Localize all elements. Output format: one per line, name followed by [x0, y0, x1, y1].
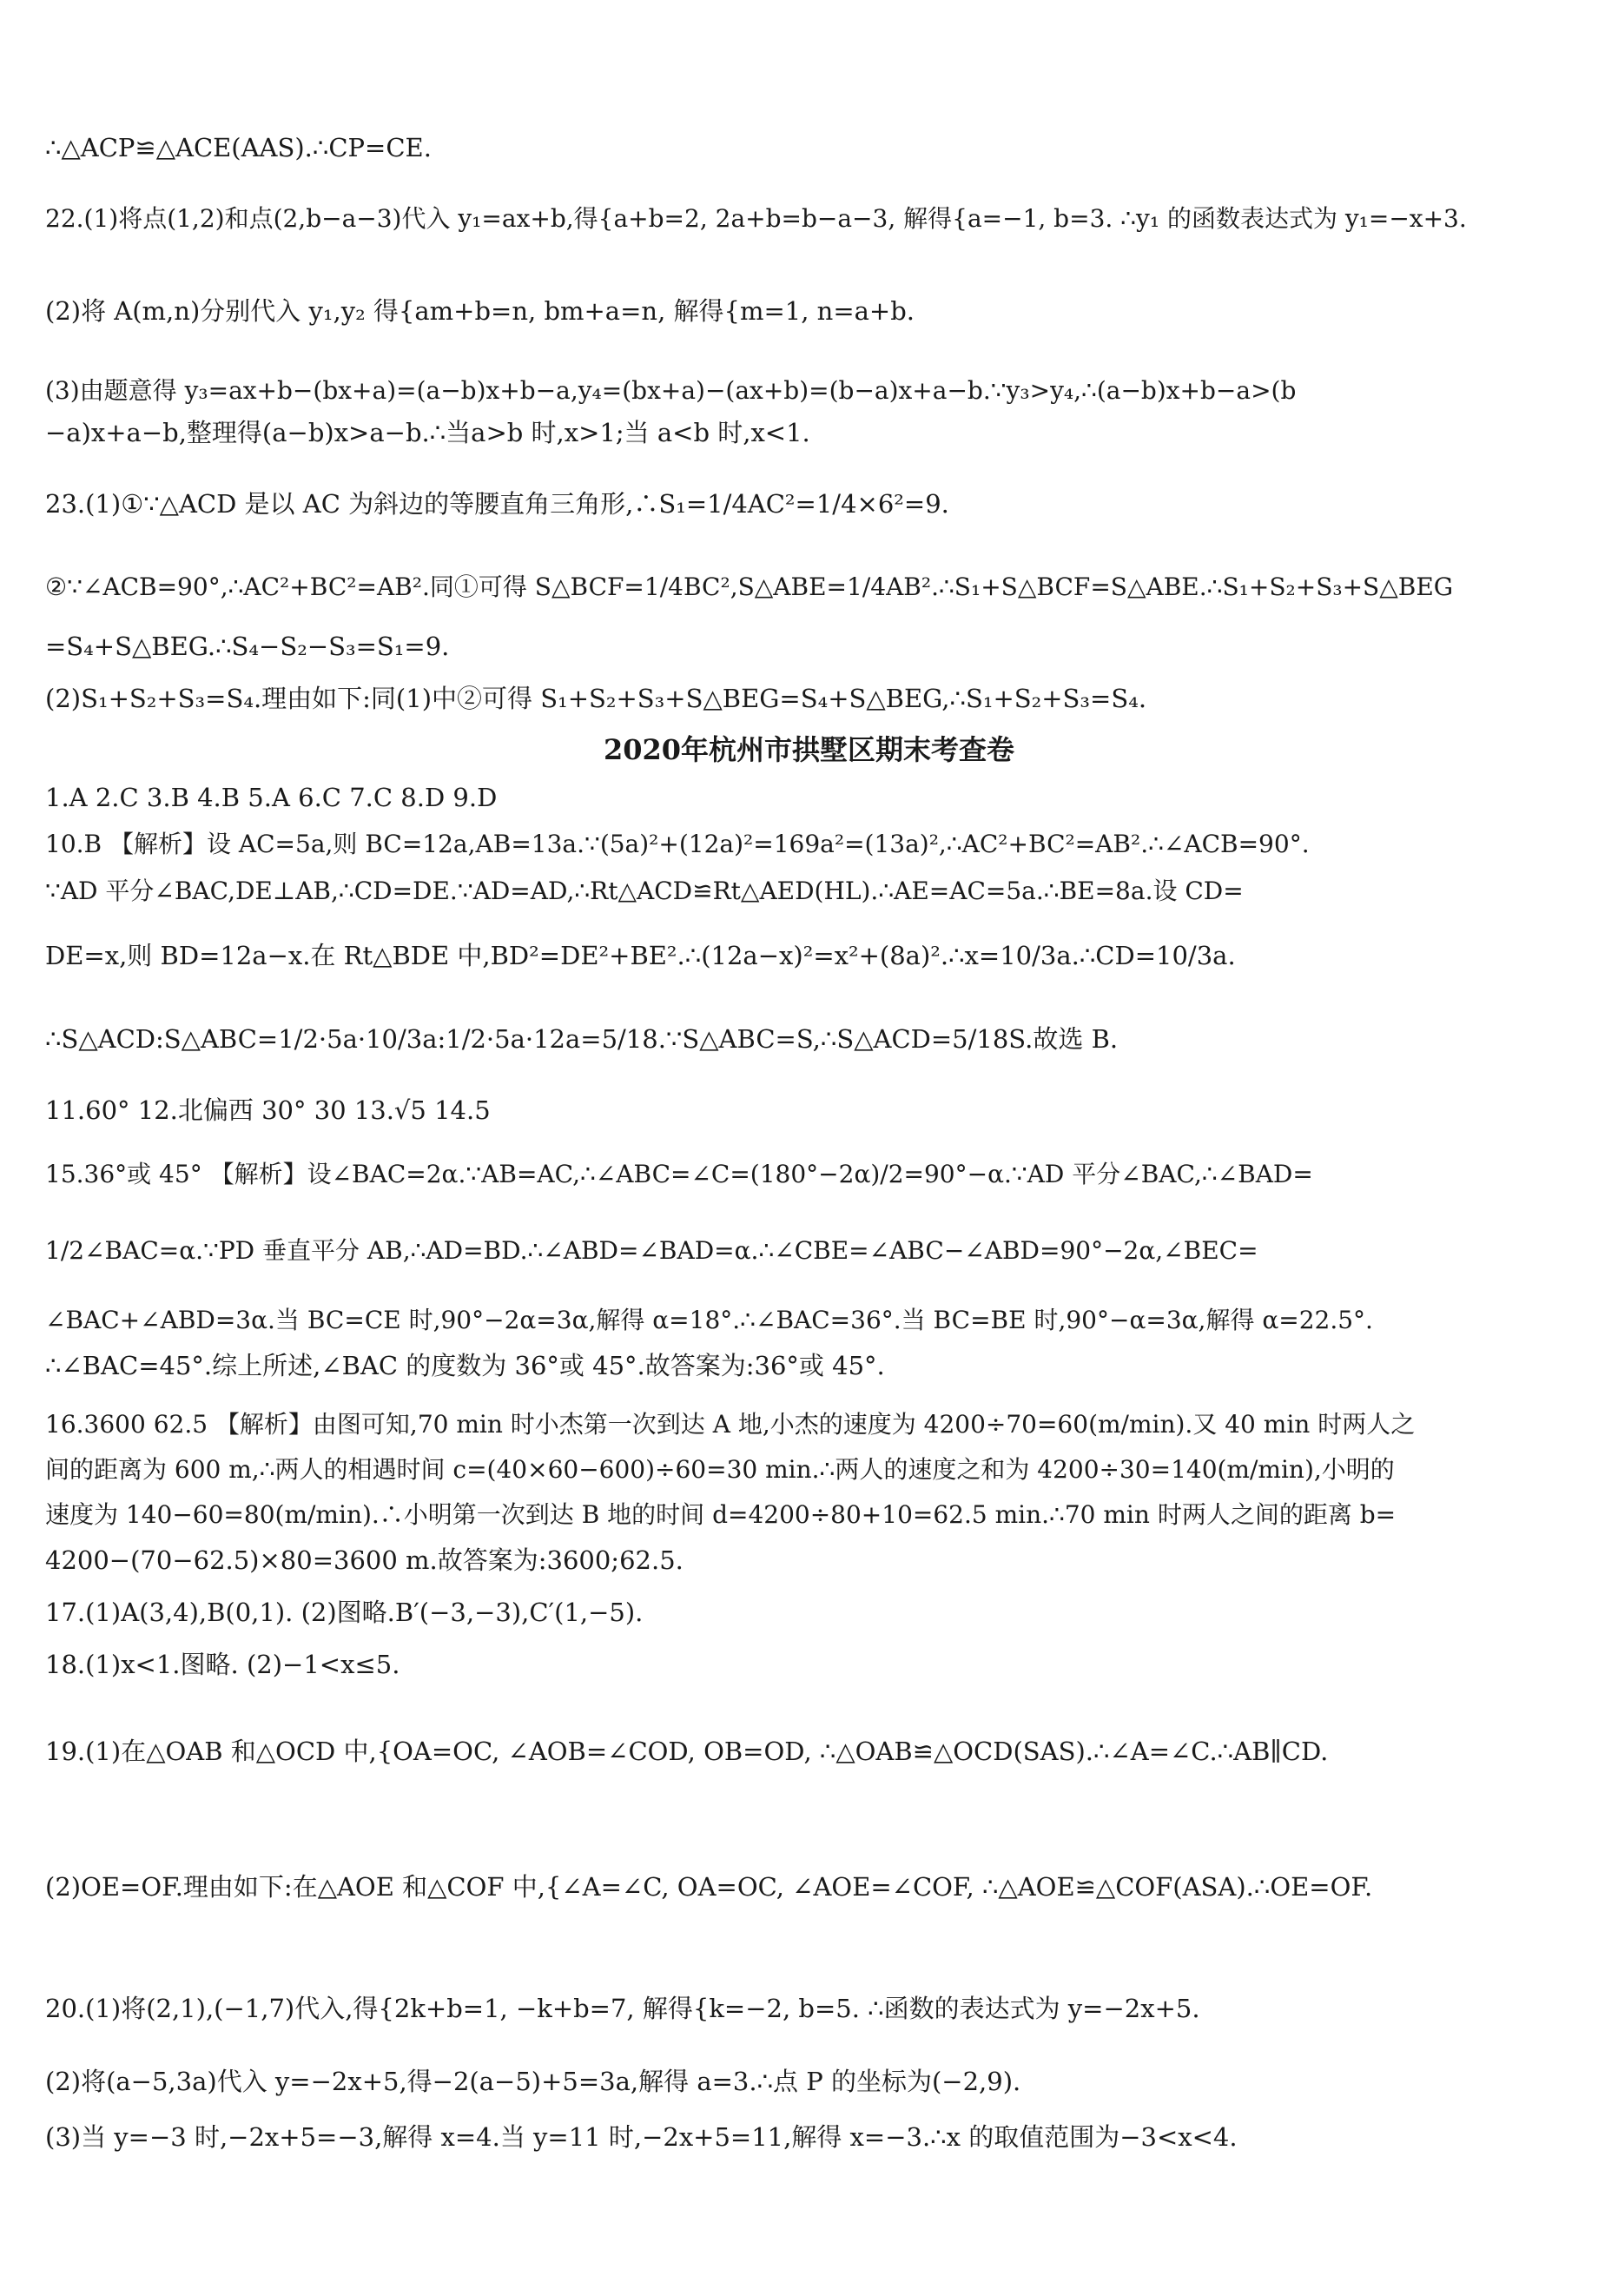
text-line: 1/2∠BAC=α.∵PD 垂直平分 AB,∴AD=BD.∴∠ABD=∠BAD=α.∴∠CBE=∠ABC−∠ABD=90°−2α,∠BEC=: [45, 1236, 1258, 1265]
text-line: 4200−(70−62.5)×80=3600 m.故答案为:3600;62.5.: [45, 1545, 684, 1575]
text-line: −a)x+a−b,整理得(a−b)x>a−b.∴当a>b 时,x>1;当 a<b 时,x<1.: [45, 418, 810, 447]
text-line: 18.(1)x<1.图略. (2)−1<x≤5.: [45, 1650, 400, 1679]
text-line: ∴S△ACD:S△ABC=1/2·5a·10/3a:1/2·5a·12a=5/18.∵S△ABC=S,∴S△ACD=5/18S.故选 B.: [45, 1024, 1119, 1054]
text-line: 速度为 140−60=80(m/min).∴小明第一次到达 B 地的时间 d=4200÷80+10=62.5 min.∴70 min 时两人之间的距离 b=: [45, 1500, 1397, 1529]
text-line: (2)S₁+S₂+S₃=S₄.理由如下:同(1)中②可得 S₁+S₂+S₃+S△BEG=S₄+S△BEG,∴S₁+S₂+S₃=S₄.: [45, 684, 1147, 713]
text-line: 10.B 【解析】设 AC=5a,则 BC=12a,AB=13a.∵(5a)²+(12a)²=169a²=(13a)²,∴AC²+BC²=AB².∴∠ACB=90°.: [45, 830, 1310, 858]
text-line: 19.(1)在△OAB 和△OCD 中,{OA=OC, ∠AOB=∠COD, OB=OD, ∴△OAB≌△OCD(SAS).∴∠A=∠C.∴AB∥CD.: [45, 1737, 1329, 1766]
page-title: 2020年杭州市拱墅区期末考查卷: [603, 733, 1015, 766]
text-line: ∵AD 平分∠BAC,DE⊥AB,∴CD=DE.∵AD=AD,∴Rt△ACD≌Rt△AED(HL).∴AE=AC=5a.∴BE=8a.设 CD=: [45, 877, 1244, 905]
text-line: (2)OE=OF.理由如下:在△AOE 和△COF 中,{∠A=∠C, OA=OC, ∠AOE=∠COF, ∴△AOE≌△COF(ASA).∴OE=OF.: [45, 1872, 1373, 1902]
text-line: 11.60° 12.北偏西 30° 30 13.√5 14.5: [45, 1095, 491, 1125]
text-line: 15.36°或 45° 【解析】设∠BAC=2α.∵AB=AC,∴∠ABC=∠C=(180°−2α)/2=90°−α.∵AD 平分∠BAC,∴∠BAD=: [45, 1160, 1313, 1188]
text-line: ∴△ACP≌△ACE(AAS).∴CP=CE.: [45, 133, 432, 162]
text-line: 17.(1)A(3,4),B(0,1). (2)图略.B′(−3,−3),C′(1,−5).: [45, 1598, 644, 1627]
text-line: 1.A 2.C 3.B 4.B 5.A 6.C 7.C 8.D 9.D: [45, 783, 498, 812]
text-line: 22.(1)将点(1,2)和点(2,b−a−3)代入 y₁=ax+b,得{a+b=2, 2a+b=b−a−3, 解得{a=−1, b=3. ∴y₁ 的函数表达式为 y₁=−x+3.: [45, 204, 1467, 233]
text-line: =S₄+S△BEG.∴S₄−S₂−S₃=S₁=9.: [45, 632, 450, 661]
text-line: 16.3600 62.5 【解析】由图可知,70 min 时小杰第一次到达 A 地,小杰的速度为 4200÷70=60(m/min).又 40 min 时两人之: [45, 1410, 1416, 1439]
text-line: 20.(1)将(2,1),(−1,7)代入,得{2k+b=1, −k+b=7, 解得{k=−2, b=5. ∴函数的表达式为 y=−2x+5.: [45, 1994, 1200, 2023]
text-line: (3)当 y=−3 时,−2x+5=−3,解得 x=4.当 y=11 时,−2x+5=11,解得 x=−3.∴x 的取值范围为−3<x<4.: [45, 2122, 1238, 2152]
text-line: ∠BAC+∠ABD=3α.当 BC=CE 时,90°−2α=3α,解得 α=18°.∴∠BAC=36°.当 BC=BE 时,90°−α=3α,解得 α=22.5°.: [45, 1306, 1373, 1334]
text-line: (2)将 A(m,n)分别代入 y₁,y₂ 得{am+b=n, bm+a=n, 解得{m=1, n=a+b.: [45, 296, 915, 326]
text-line: DE=x,则 BD=12a−x.在 Rt△BDE 中,BD²=DE²+BE².∴(12a−x)²=x²+(8a)².∴x=10/3a.∴CD=10/3a.: [45, 941, 1236, 970]
text-line: (3)由题意得 y₃=ax+b−(bx+a)=(a−b)x+b−a,y₄=(bx+a)−(ax+b)=(b−a)x+a−b.∵y₃>y₄,∴(a−b)x+b−a>(b: [45, 376, 1297, 405]
text-line: (2)将(a−5,3a)代入 y=−2x+5,得−2(a−5)+5=3a,解得 a=3.∴点 P 的坐标为(−2,9).: [45, 2067, 1021, 2096]
text-line: ②∵∠ACB=90°,∴AC²+BC²=AB².同①可得 S△BCF=1/4BC²,S△ABE=1/4AB².∴S₁+S△BCF=S△ABE.∴S₁+S₂+S₃+S△BEG: [45, 572, 1454, 601]
text-line: 23.(1)①∵△ACD 是以 AC 为斜边的等腰直角三角形,∴S₁=1/4AC²=1/4×6²=9.: [45, 489, 949, 519]
text-line: ∴∠BAC=45°.综上所述,∠BAC 的度数为 36°或 45°.故答案为:36°或 45°.: [45, 1351, 885, 1380]
text-line: 间的距离为 600 m,∴两人的相遇时间 c=(40×60−600)÷60=30 min.∴两人的速度之和为 4200÷30=140(m/min),小明的: [45, 1455, 1395, 1484]
